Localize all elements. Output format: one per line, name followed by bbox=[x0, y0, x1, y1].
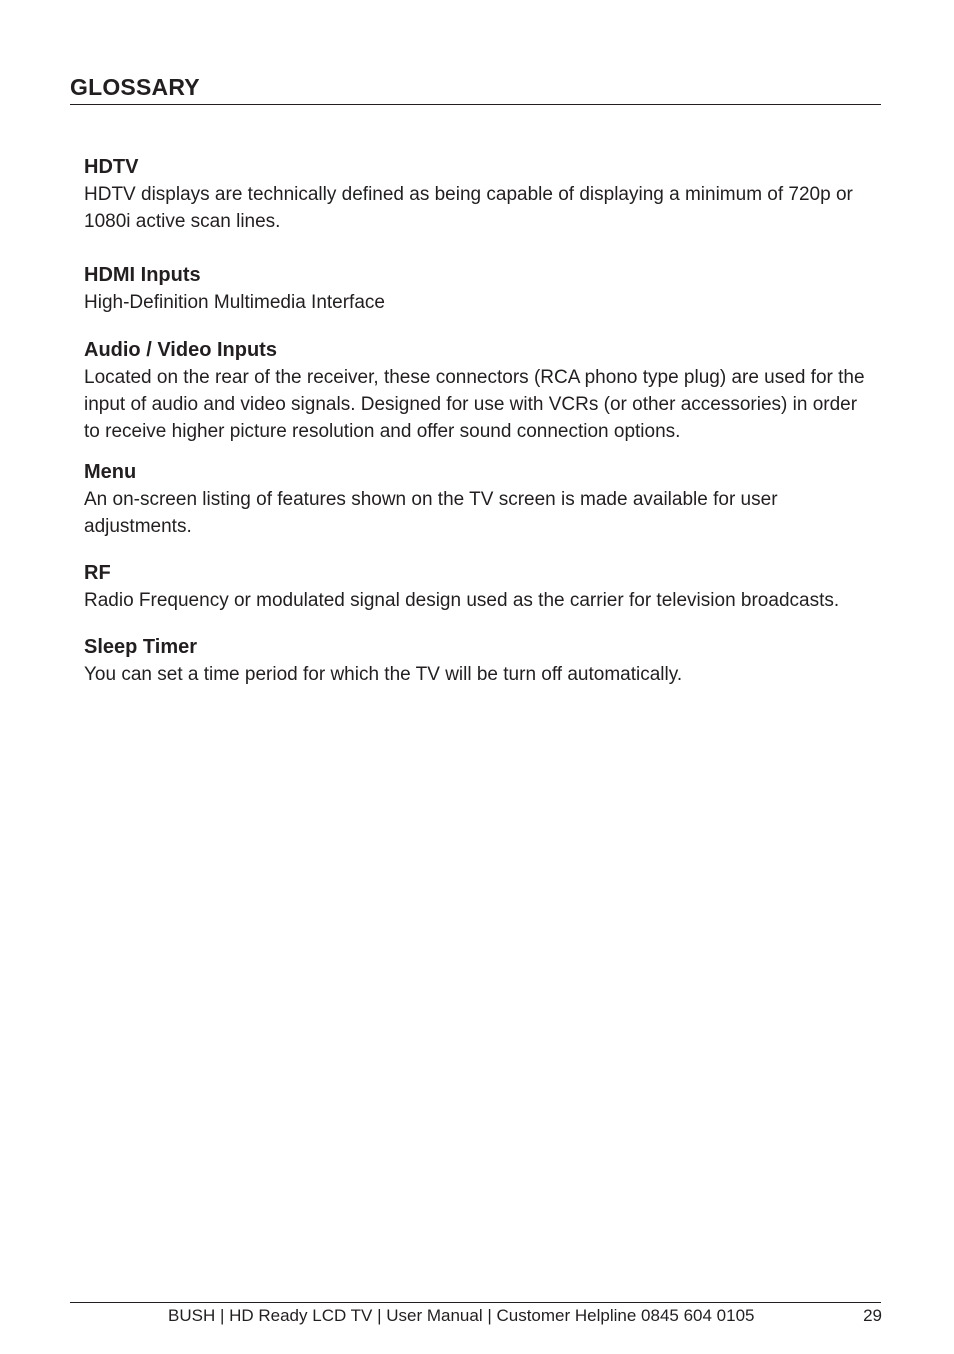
glossary-term: RF bbox=[84, 562, 111, 584]
glossary-definition: You can set a time period for which the TV will be turn off automatically. bbox=[84, 664, 683, 685]
glossary-definition: Located on the rear of the receiver, these connectors (RCA phono type plug) are used for the input of audio and video signals. Designed for use with VCRs (or other accessories) in order to receive higher picture resolution and offer sound connection options. bbox=[84, 367, 865, 442]
glossary-entry-hdmi-inputs bbox=[84, 262, 889, 316]
glossary-term: HDMI Inputs bbox=[84, 264, 201, 286]
footer-text: BUSH | HD Ready LCD TV | User Manual | Customer Helpline 0845 604 0105 bbox=[168, 1306, 755, 1325]
glossary-entry-audio-video-inputs bbox=[84, 337, 889, 445]
glossary-entry-sleep-timer bbox=[84, 634, 889, 688]
page-title: GLOSSARY bbox=[70, 74, 200, 100]
glossary-entry-rf bbox=[84, 560, 889, 614]
glossary-term: Sleep Timer bbox=[84, 636, 198, 658]
glossary-definition: An on-screen listing of features shown on the TV screen is made available for user adjustments. bbox=[84, 489, 778, 537]
glossary-definition: HDTV displays are technically defined as being capable of displaying a minimum of 720p or 1080i active scan lines. bbox=[84, 184, 853, 232]
glossary-definition: Radio Frequency or modulated signal design used as the carrier for television broadcasts. bbox=[84, 590, 840, 611]
page-number: 29 bbox=[863, 1306, 882, 1325]
glossary-list bbox=[84, 154, 889, 688]
glossary-definition: High-Definition Multimedia Interface bbox=[84, 292, 385, 313]
glossary-entry-menu bbox=[84, 459, 889, 540]
glossary-entry-hdtv bbox=[84, 154, 889, 235]
glossary-term: Audio / Video Inputs bbox=[84, 339, 277, 361]
heading-divider bbox=[70, 104, 881, 105]
glossary-term: HDTV bbox=[84, 156, 139, 178]
footer-divider bbox=[70, 1302, 881, 1303]
glossary-term: Menu bbox=[84, 461, 137, 483]
